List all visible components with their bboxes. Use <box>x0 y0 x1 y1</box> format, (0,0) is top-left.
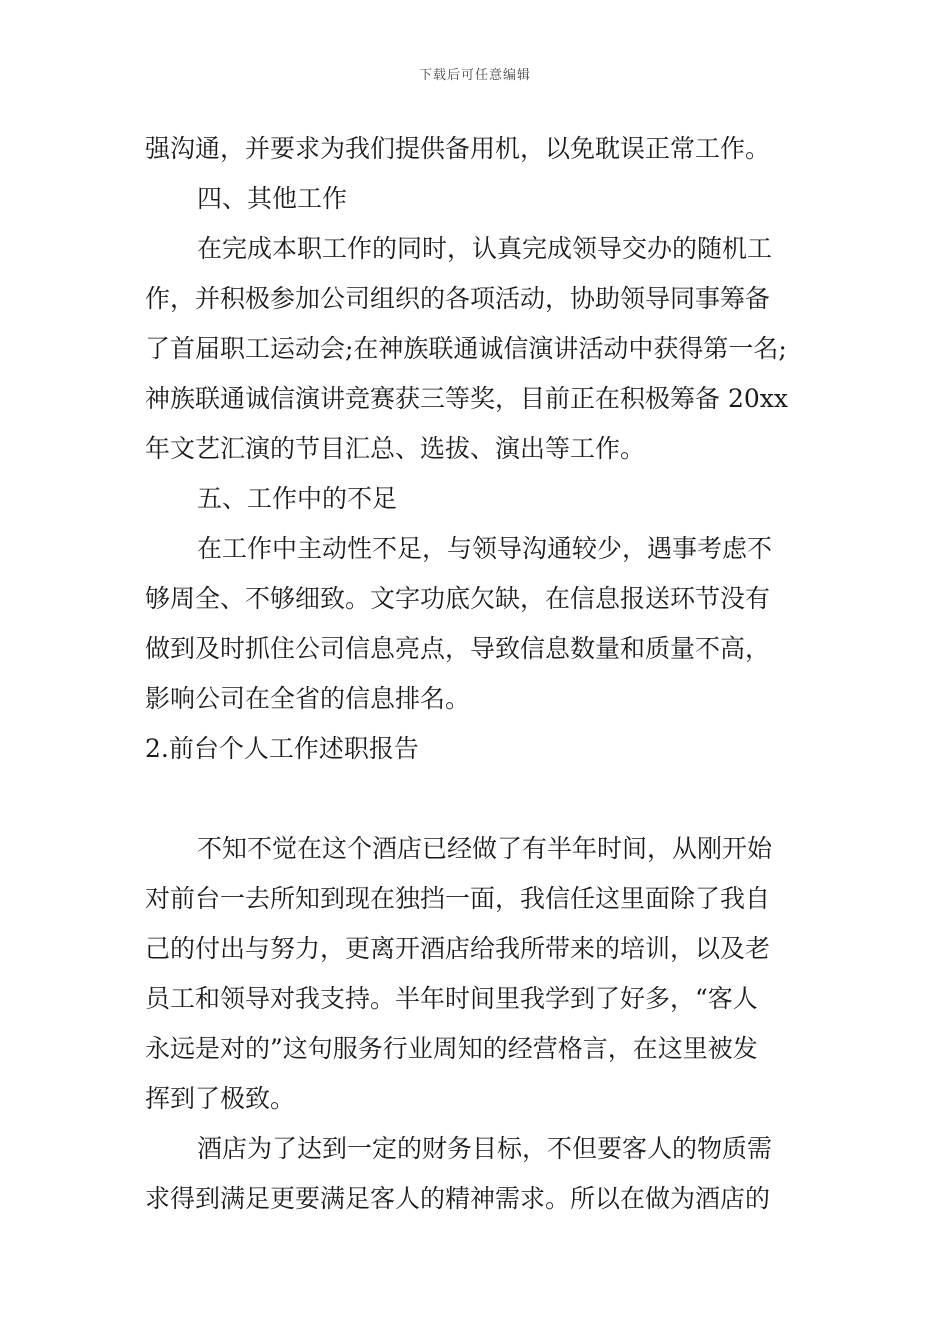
paragraph-line: 挥到了极致。 <box>145 1084 296 1113</box>
paragraph-line: 酒店为了达到一定的财务目标，不但要客人的物质需 <box>197 1134 773 1163</box>
paragraph-line: 影响公司在全省的信息排名。 <box>145 684 471 713</box>
paragraph-line: 己的付出与努力，更离开酒店给我所带来的培训，以及老 <box>145 934 771 963</box>
section-heading-other-work: 四、其他工作 <box>197 184 348 213</box>
paragraph-line: 在完成本职工作的同时，认真完成领导交办的随机工 <box>197 234 773 263</box>
paragraph-line: 求得到满足更要满足客人的精神需求。所以在做为酒店的 <box>145 1184 771 1213</box>
page-header: 下载后可任意编辑 <box>418 68 531 83</box>
paragraph-line: 年文艺汇演的节目汇总、选拔、演出等工作。 <box>145 434 646 463</box>
paragraph-line: 在工作中主动性不足，与领导沟通较少，遇事考虑不 <box>197 534 773 563</box>
paragraph-line: 对前台一去所知到现在独挡一面，我信任这里面除了我自 <box>145 884 771 913</box>
paragraph-line: 神族联通诚信演讲竞赛获三等奖，目前正在积极筹备 20xx <box>145 384 788 413</box>
paragraph-line: 够周全、不够细致。文字功底欠缺，在信息报送环节没有 <box>145 584 771 613</box>
paragraph-line: 了首届职工运动会;在神族联通诚信演讲活动中获得第一名; <box>145 334 787 363</box>
paragraph-line: 作，并积极参加公司组织的各项活动，协助领导同事筹备 <box>145 284 771 313</box>
paragraph-line: 永远是对的”这句服务行业周知的经营格言，在这里被发 <box>145 1034 758 1063</box>
article-title: 2.前台个人工作述职报告 <box>145 734 419 763</box>
paragraph-line: 员工和领导对我支持。半年时间里我学到了好多，“客人 <box>145 984 758 1013</box>
paragraph-line: 不知不觉在这个酒店已经做了有半年时间，从刚开始 <box>197 834 773 863</box>
paragraph-line: 做到及时抓住公司信息亮点，导致信息数量和质量不高， <box>145 634 771 663</box>
section-heading-shortcomings: 五、工作中的不足 <box>197 484 398 513</box>
paragraph-line: 强沟通，并要求为我们提供备用机，以免耽误正常工作。 <box>145 134 771 163</box>
